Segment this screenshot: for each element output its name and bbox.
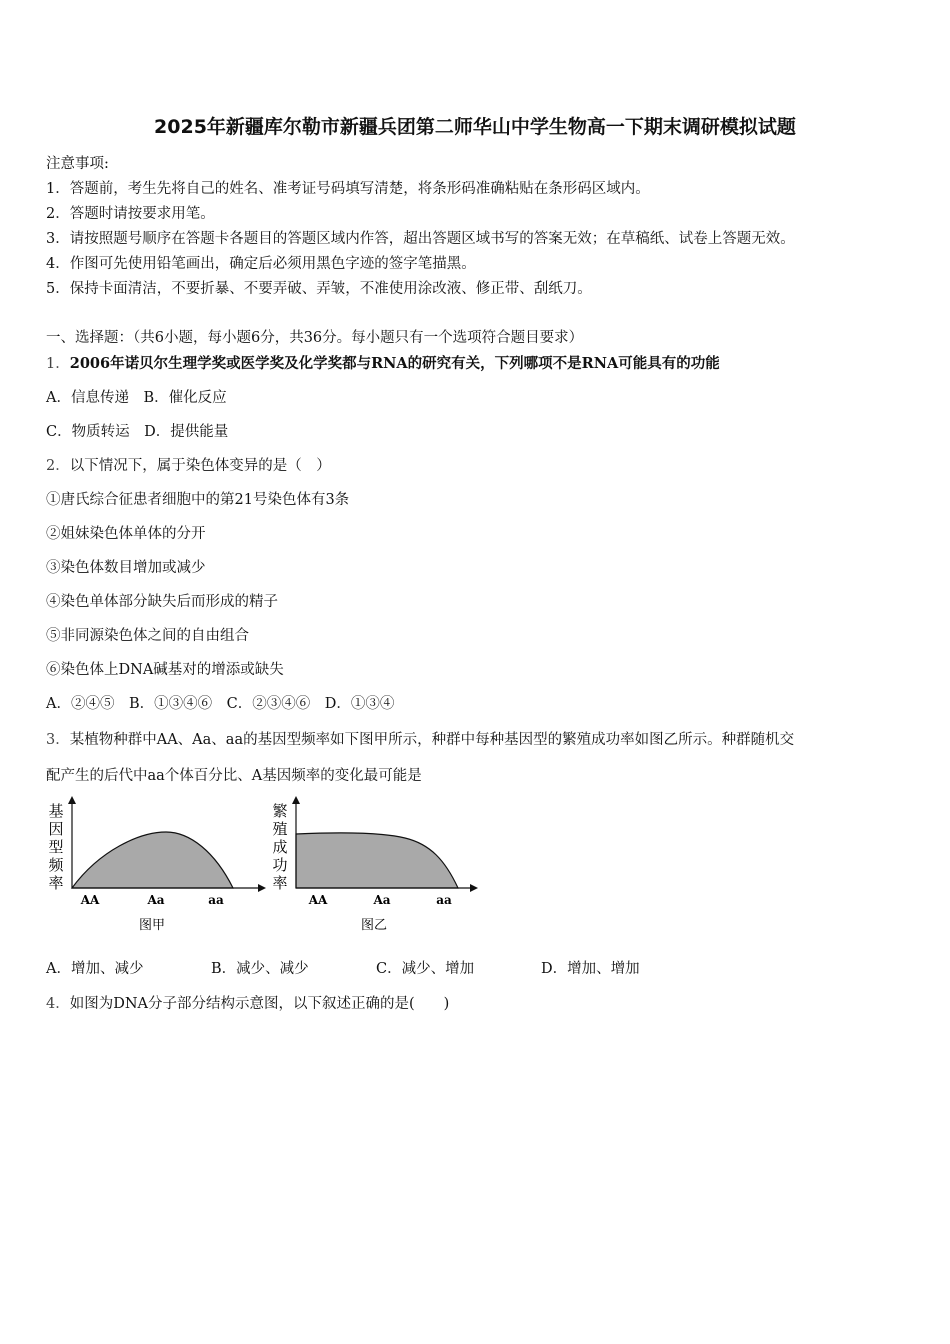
- notice-item: 3．请按照题号顺序在答题卡各题目的答题区域内作答，超出答题区域书写的答案无效；在草稿纸、试卷上答题无效。: [46, 231, 795, 247]
- q1-options-row-2: C．物质转运 D．提供能量: [46, 424, 229, 440]
- q2-item: ③染色体数目增加或减少: [46, 560, 206, 576]
- question-text: 以下情况下，属于染色体变异的是（ ）: [69, 458, 331, 474]
- figure-b-ylabel-char: 成: [272, 838, 288, 856]
- figure-a-tick: Aa: [147, 893, 165, 907]
- question-1: [46, 352, 720, 373]
- question-number: 4．: [46, 996, 70, 1012]
- figure-a-ylabel-char: 因: [48, 820, 64, 838]
- question-2: [46, 454, 331, 475]
- notice-item: 1．答题前，考生先将自己的姓名、准考证号码填写清楚，将条形码准确粘贴在条形码区域内。: [46, 181, 650, 197]
- figure-b-ylabel-char: 功: [272, 856, 288, 874]
- figure-a-tick: AA: [80, 893, 100, 907]
- figure-a-ylabel-char: 型: [48, 838, 64, 856]
- figure-b-ylabel-char: 繁: [272, 802, 288, 820]
- figure-b-ylabel-char: 殖: [272, 820, 288, 838]
- question-number: 2．: [46, 458, 70, 474]
- notice-item: 4．作图可先使用铅笔画出，确定后必须用黑色字迹的签字笔描黑。: [46, 256, 476, 272]
- question-text: 某植物种群中AA、Aa、aa的基因型频率如下图甲所示，种群中每种基因型的繁殖成功率如图乙所示。种群随机交: [69, 732, 795, 748]
- figure-b-tick: AA: [308, 893, 328, 907]
- figure-a-ylabel-char: 率: [48, 874, 64, 892]
- figure-b-y-arrow: [292, 796, 300, 804]
- figure-a-tick: aa: [208, 893, 224, 907]
- q3-figures: [40, 790, 490, 944]
- q3-option: B．减少、减少: [211, 961, 309, 977]
- section-heading: 一、选择题：（共6小题，每小题6分，共36分。每小题只有一个选项符合题目要求）: [46, 330, 584, 346]
- q2-item: ⑤非同源染色体之间的自由组合: [46, 628, 249, 644]
- q3-option: C．减少、增加: [376, 961, 475, 977]
- figure-a: [48, 796, 266, 933]
- figure-b-tick: Aa: [373, 893, 391, 907]
- figure-a-ylabel-char: 基: [48, 802, 64, 820]
- notice-heading: 注意事项:: [46, 156, 109, 172]
- question-number: 3．: [46, 732, 70, 748]
- figure-a-caption: 图甲: [138, 918, 166, 933]
- question-text: 2006年诺贝尔生理学奖或医学奖及化学奖都与RNA的研究有关，下列哪项不是RNA可能具有的功能: [69, 355, 720, 372]
- question-4: [46, 992, 449, 1013]
- figure-a-y-arrow: [68, 796, 76, 804]
- q2-options: A．②④⑤ B．①③④⑥ C．②③④⑥ D．①③④: [46, 696, 395, 712]
- figure-b-ylabel-char: 率: [272, 874, 288, 892]
- figure-a-x-arrow: [258, 884, 266, 892]
- figure-b: [272, 796, 478, 933]
- figure-b-tick: aa: [436, 893, 452, 907]
- q2-item: ②姐妹染色体单体的分开: [46, 526, 206, 542]
- q3-option: D．增加、增加: [541, 961, 640, 977]
- q3-option: A．增加、减少: [46, 961, 144, 977]
- q2-item: ①唐氏综合征患者细胞中的第21号染色体有3条: [46, 492, 350, 508]
- question-3: [46, 728, 794, 749]
- figure-b-curve: [296, 833, 458, 888]
- page-title: 2025年新疆库尔勒市新疆兵团第二师华山中学生物高一下期末调研模拟试题: [154, 116, 796, 138]
- q3-figures-svg: [40, 790, 490, 940]
- notice-item: 2．答题时请按要求用笔。: [46, 206, 215, 222]
- figure-a-ylabel-char: 频: [48, 856, 64, 874]
- question-text: 如图为DNA分子部分结构示意图，以下叙述正确的是( ): [69, 996, 450, 1012]
- figure-b-caption: 图乙: [360, 918, 388, 933]
- q2-item: ④染色单体部分缺失后而形成的精子: [46, 594, 278, 610]
- figure-a-curve: [72, 832, 233, 888]
- question-number: 1．: [46, 356, 70, 372]
- q1-options-row-1: A．信息传递 B．催化反应: [46, 390, 227, 406]
- q2-item: ⑥染色体上DNA碱基对的增添或缺失: [46, 662, 284, 678]
- notice-item: 5．保持卡面清洁，不要折暴、不要弄破、弄皱，不准使用涂改液、修正带、刮纸刀。: [46, 281, 592, 297]
- figure-b-x-arrow: [470, 884, 478, 892]
- question-3-continued: 配产生的后代中aa个体百分比、A基因频率的变化最可能是: [46, 768, 422, 784]
